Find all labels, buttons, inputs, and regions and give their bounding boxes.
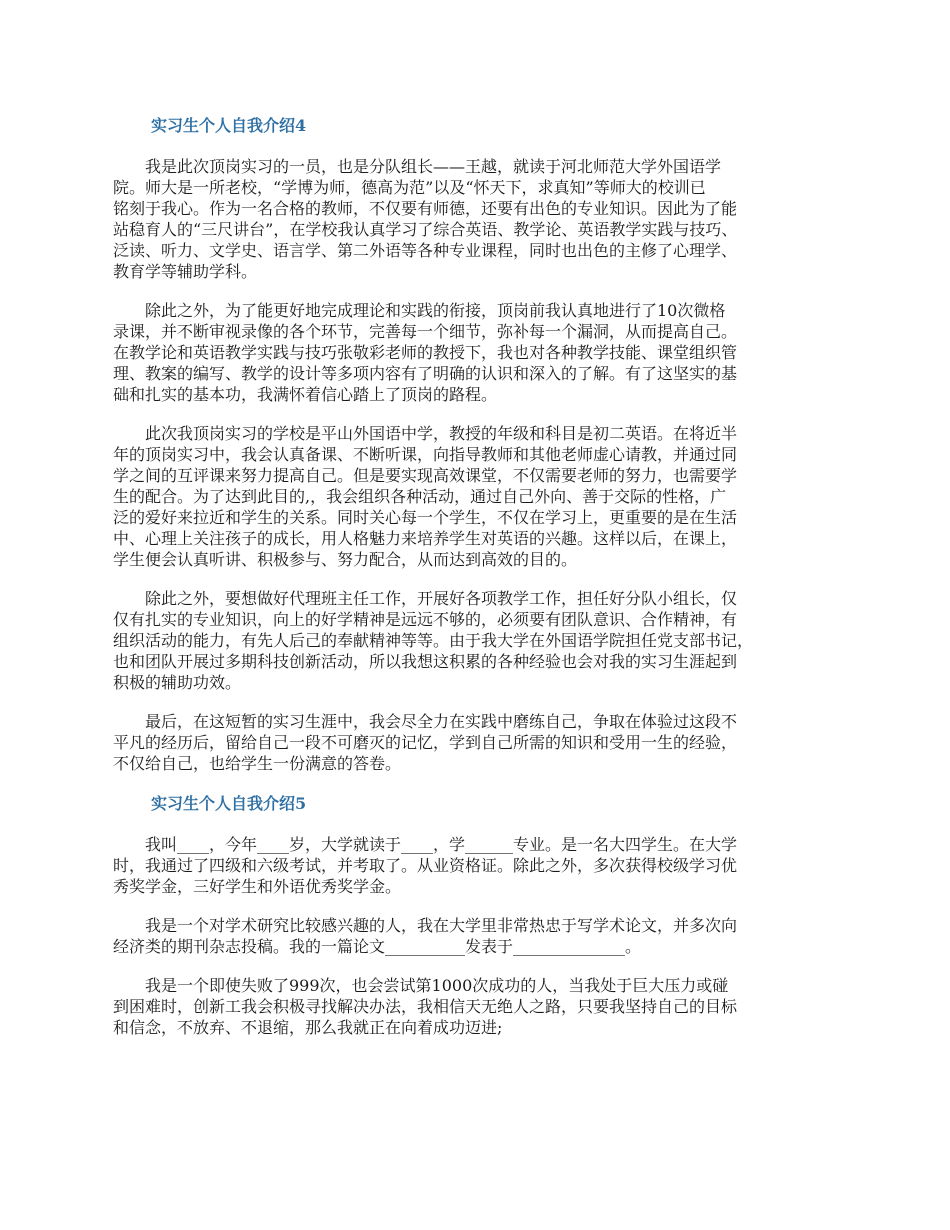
text-line: 时，我通过了四级和六级考试，并考取了。从业资格证。除此之外，多次获得校级学习优 [113,856,738,875]
text-line: 录课，并不断审视录像的各个环节，完善每一个细节，弥补每一个漏洞，从而提高自己。 [113,322,738,341]
paragraph [113,975,848,1038]
text-line: 我是此次顶岗实习的一员，也是分队组长——王越，就读于河北师范大学外国语学 [113,157,722,176]
text-line: 积极的辅助功效。 [113,673,242,692]
text-line: 铭刻于我心。作为一名合格的教师，不仅要有师德，还要有出色的专业知识。因此为了能 [113,199,738,218]
text-line: 教育学等辅助学科。 [113,262,258,281]
paragraph [113,156,848,282]
paragraph [113,300,848,405]
section-intro-4 [113,114,848,774]
text-line: 组织活动的能力，有先人后己的奉献精神等等。由于我大学在外国语学院担任党支部书记， [113,631,754,650]
text-line: 仅有扎实的专业知识，向上的好学精神是远远不够的，必须要有团队意识、合作精神，有 [113,610,738,629]
section-heading: 实习生个人自我介绍5 [151,794,307,813]
text-line: 我是一个对学术研究比较感兴趣的人，我在大学里非常热忠于写学术论文，并多次向 [113,916,738,935]
paragraph [113,711,848,774]
text-line: 也和团队开展过多期科技创新活动，所以我想这积累的各种经验也会对我的实习生涯起到 [113,652,738,671]
text-line: 我叫____，今年____岁，大学就读于____，学______专业。是一名大四学生。在大学 [113,835,738,854]
paragraph [113,915,848,957]
document-body [113,114,848,1038]
paragraph [113,423,848,570]
text-line: 此次我顶岗实习的学校是平山外国语中学，教授的年级和科目是初二英语。在将近半 [113,424,738,443]
text-line: 中、心理上关注孩子的成长，用人格魅力来培养学生对英语的兴趣。这样以后，在课上， [113,529,738,548]
text-line: 泛读、听力、文学史、语言学、第二外语等各种专业课程，同时也出色的主修了心理学、 [113,241,738,260]
text-line: 在教学论和英语教学实践与技巧张敬彩老师的教授下，我也对各种教学技能、课堂组织管 [113,343,738,362]
text-line: 最后，在这短暂的实习生涯中，我会尽全力在实践中磨练自己，争取在体验过这段不 [113,712,738,731]
text-line: 生的配合。为了达到此目的,，我会组织各种活动，通过自己外向、善于交际的性格，广 [113,487,727,506]
section-heading: 实习生个人自我介绍4 [151,116,307,135]
text-line: 泛的爱好来拉近和学生的关系。同时关心每一个学生，不仅在学习上，更重要的是在生活 [113,508,738,527]
text-line: 院。师大是一所老校，“学博为师，德高为范”以及“怀天下，求真知”等师大的校训已 [113,178,706,197]
text-line: 到困难时，创新工我会积极寻找解决办法，我相信天无绝人之路，只要我坚持自己的目标 [113,997,738,1016]
text-line: 学生便会认真听讲、积极参与、努力配合，从而达到高效的目的。 [113,550,578,569]
text-line: 秀奖学金，三好学生和外语优秀奖学金。 [113,877,402,896]
text-line: 不仅给自己，也给学生一份满意的答卷。 [113,754,402,773]
text-line: 平凡的经历后，留给自己一段不可磨灭的记忆，学到自己所需的知识和受用一生的经验， [113,733,738,752]
paragraph [113,588,848,693]
text-line: 和信念，不放弃、不退缩，那么我就正在向着成功迈进; [113,1018,503,1037]
text-line: 理、教案的编写、教学的设计等多项内容有了明确的认识和深入的了解。有了这坚实的基 [113,364,738,383]
text-line: 年的顶岗实习中，我会认真备课、不断听课，向指导教师和其他老师虚心请教，并通过同 [113,445,738,464]
text-line: 除此之外，为了能更好地完成理论和实践的衔接，顶岗前我认真地进行了10次微格 [113,301,726,320]
text-line: 站稳育人的“三尺讲台”，在学校我认真学习了综合英语、教学论、英语教学实践与技巧、 [113,220,738,239]
paragraph [113,834,848,897]
section-intro-5 [113,792,848,1038]
text-line: 我是一个即使失败了999次，也会尝试第1000次成功的人，当我处于巨大压力或碰 [113,976,729,995]
text-line: 学之间的互评课来努力提高自己。但是要实现高效课堂，不仅需要老师的努力，也需要学 [113,466,738,485]
text-line: 除此之外，要想做好代理班主任工作，开展好各项教学工作，担任好分队小组长，仅 [113,589,738,608]
text-line: 经济类的期刊杂志投稿。我的一篇论文__________发表于______________。 [113,937,642,956]
text-line: 础和扎实的基本功，我满怀着信心踏上了顶岗的路程。 [113,385,498,404]
